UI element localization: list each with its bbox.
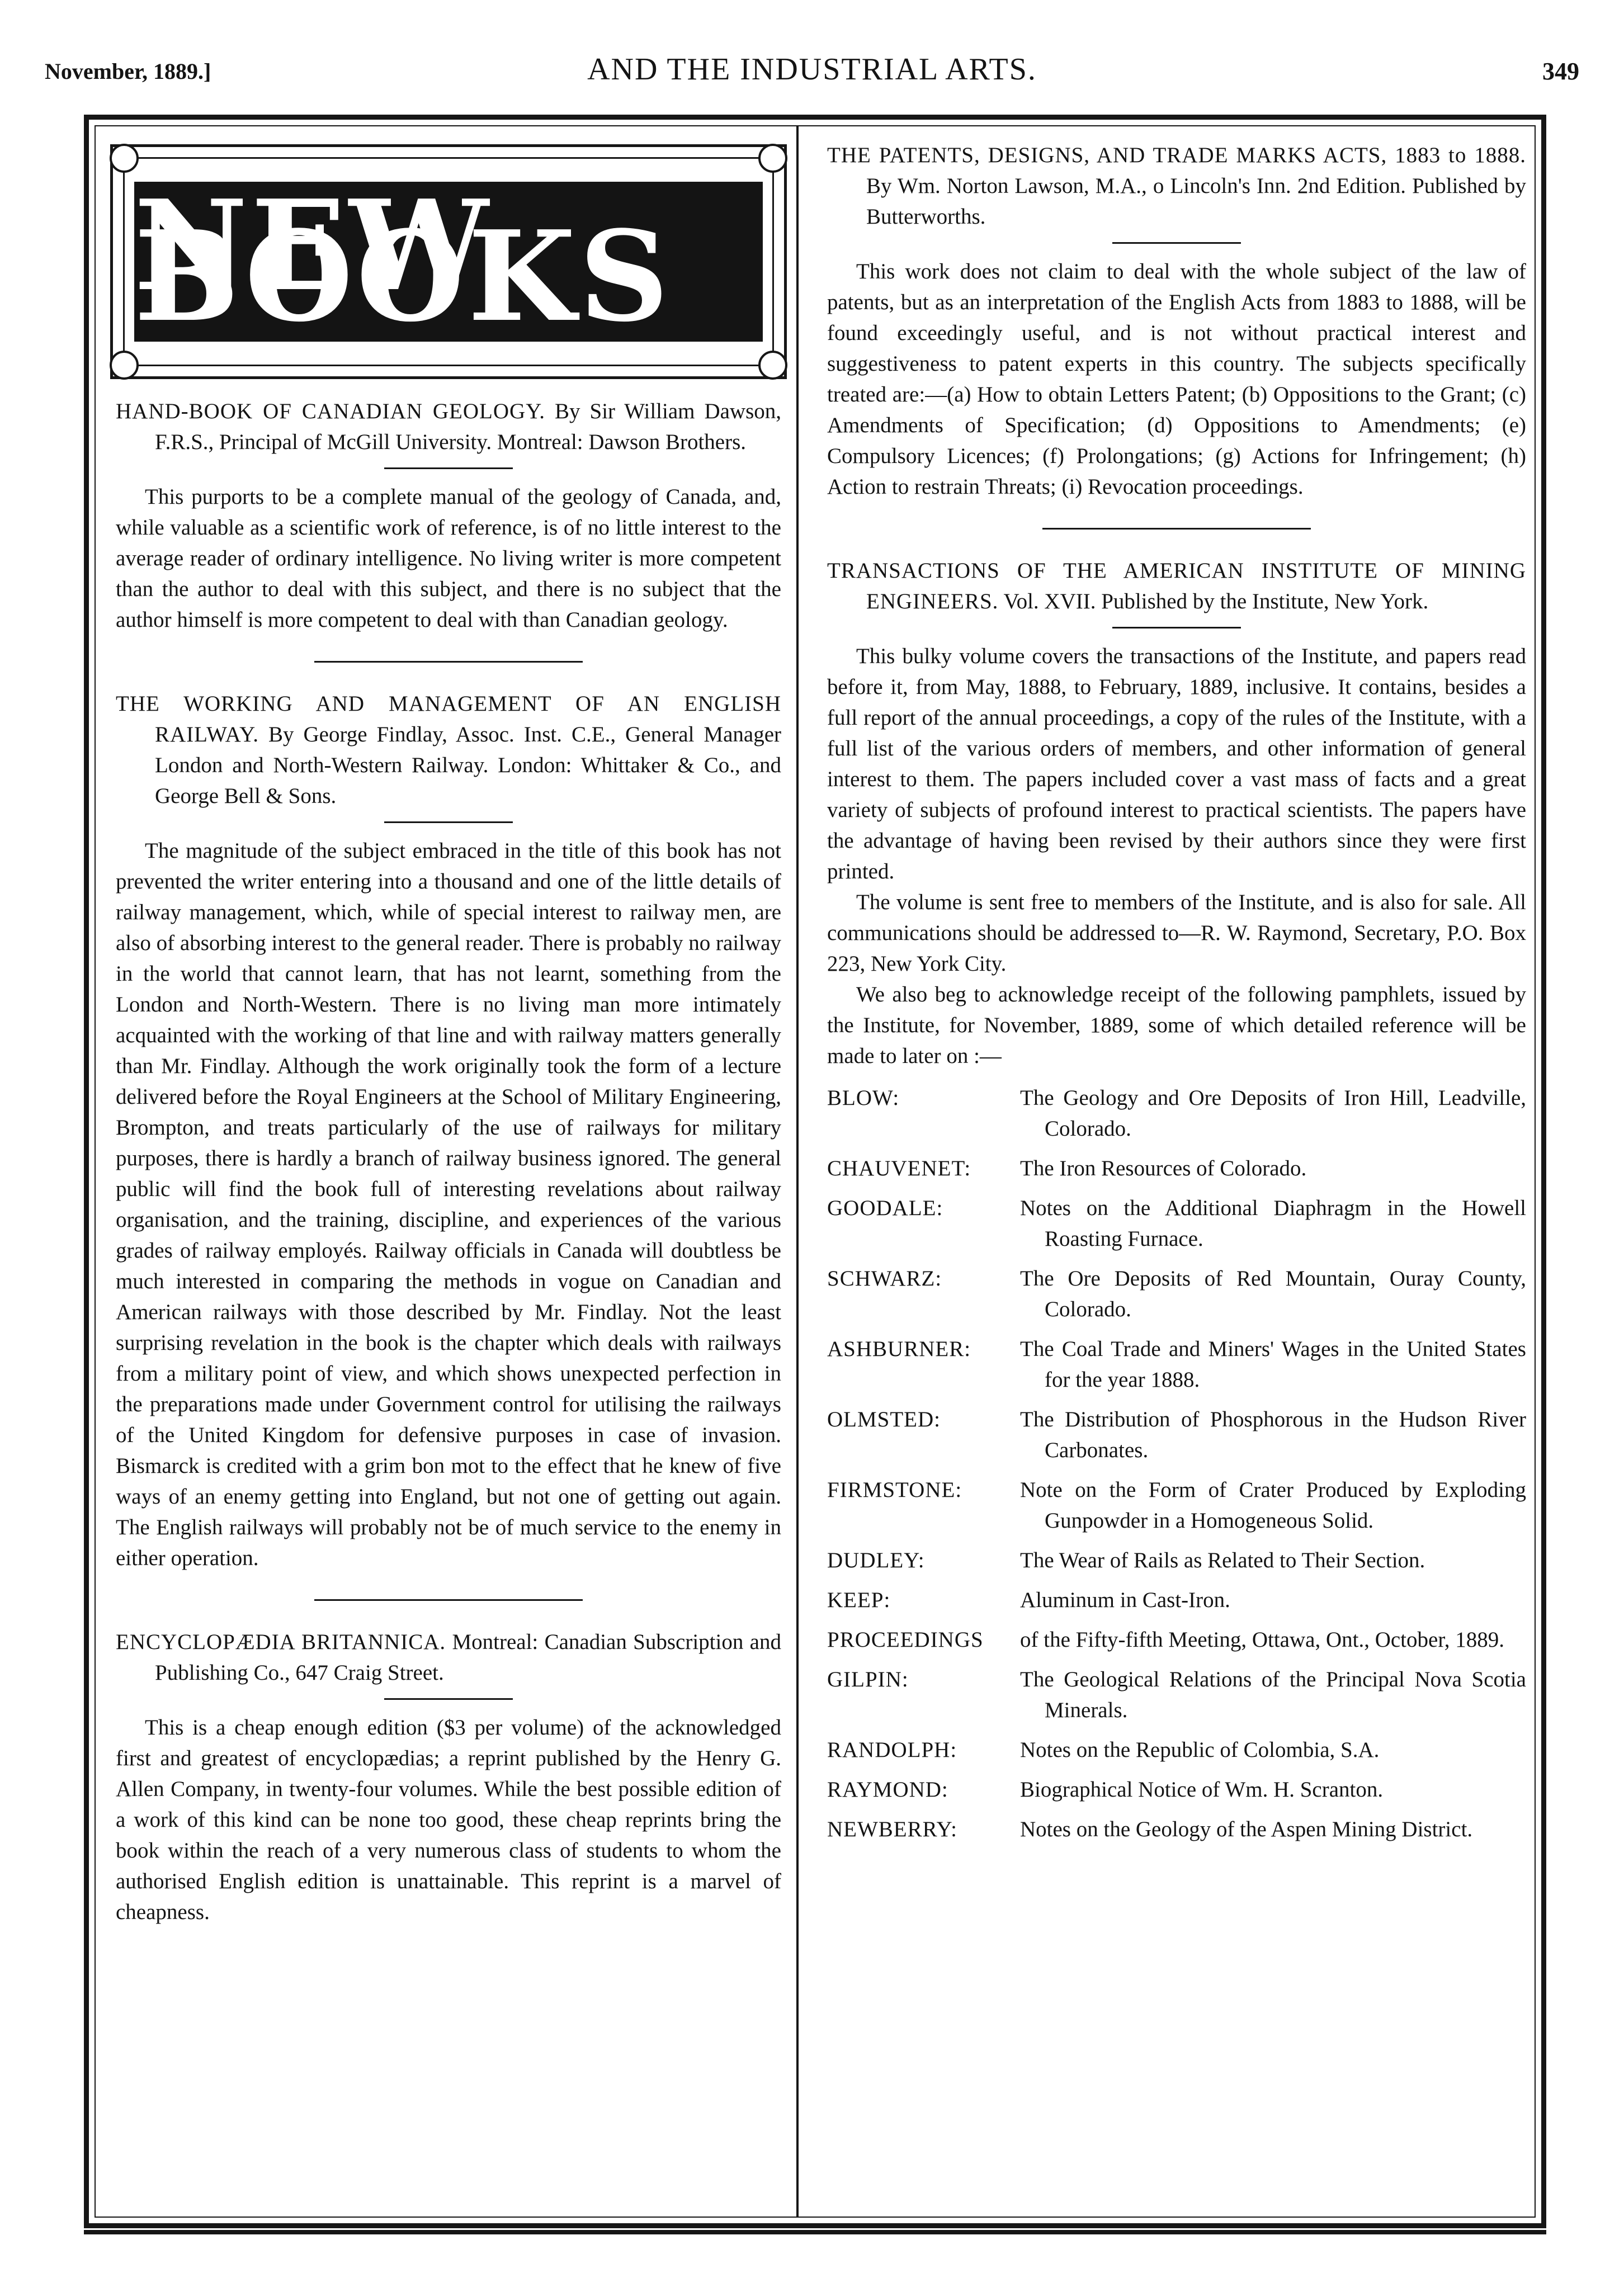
- review-entry: [116, 688, 781, 1573]
- corner-ornament-icon: [110, 351, 139, 380]
- pamphlet-item: [827, 1774, 1526, 1805]
- book-title: THE WORKING AND MANAGEMENT OF AN ENGLISH RAILWAY.: [116, 692, 781, 746]
- pamphlet-title: Notes on the Republic of Colombia, S.A.: [1020, 1738, 1380, 1762]
- pamphlet-item: [827, 1624, 1526, 1655]
- entry-heading: [116, 688, 781, 811]
- review-paragraph: We also beg to acknowledge receipt of the following pamphlets, issued by the Institute, for November, 1889, some of which detailed reference will be made to later on :—: [827, 982, 1526, 1068]
- pamphlet-author: DUDLEY:: [827, 1548, 925, 1572]
- book-title: THE PATENTS, DESIGNS, AND TRADE MARKS ACTS, 1883 to 1888.: [827, 143, 1526, 167]
- book-title: HAND-BOOK OF CANADIAN GEOLOGY.: [116, 399, 546, 423]
- short-rule: [384, 821, 513, 823]
- book-byline: Montreal: Canadian Subscription and Publishing Co., 647 Craig Street.: [155, 1630, 781, 1685]
- logo-panel: [134, 173, 763, 349]
- pamphlet-title: The Wear of Rails as Related to Their Section.: [1020, 1548, 1425, 1572]
- new-books-logo: [110, 144, 787, 379]
- pamphlet-author: SCHWARZ:: [827, 1266, 942, 1291]
- pamphlet-title: of the Fifty-fifth Meeting, Ottawa, Ont., October, 1889.: [1020, 1628, 1504, 1652]
- review-paragraph: This purports to be a complete manual of the geology of Canada, and, while valuable as a scientific work of reference, is of no little interest to the average reader of ordinary intelligence. No living writer is more competent than the author to deal with this subject, and there is no subject that the author himself is more competent to deal with than Canadian geology.: [116, 485, 781, 632]
- review-paragraph: The magnitude of the subject embraced in the title of this book has not prevented the writer entering into a thousand and one of the little details of railway management, which, while of special interest to railway men, are also of absorbing interest to the general reader. There is probably no railway in the world that cannot learn, that has not learnt, something from the London and North-Western. There is no living man more intimately acquainted with the working of that line and with railway matters generally than Mr. Findlay. Although the work originally took the form of a lecture delivered before the Royal Engineers at the School of Military Engineering, Brompton, and treats particularly of the use of railways for military purposes, there is hardly a branch of railway business ignored. The general public will find the book full of interesting revelations about railway organisation, and the training, discipline, and experiences of the various grades of railway employés. Railway officials in Canada will doubtless be much interested in comparing the methods in vogue on Canadian and American railways with those described by Mr. Findlay. Not the least surprising revelation in the book is the chapter which deals with railways from a military point of view, and which shows unexpected perfection in the preparations made under Government control for utilising the railways of the United Kingdom for defensive purposes in case of invasion. Bismarck is credited with a grim bon mot to the effect that he knew of five ways of an enemy getting into England, but not one of getting out again. The English railways will probably not be of much service to the enemy in either operation.: [116, 839, 781, 1570]
- pamphlet-title: Notes on the Additional Diaphragm in the Howell Roasting Furnace.: [1020, 1196, 1526, 1251]
- review-paragraph: This is a cheap enough edition ($3 per volume) of the acknowledged first and greatest of encyclopædias; a reprint published by the Henry G. Allen Company, in twenty-four volumes. While the best possible edition of a work of this kind can be none too good, these cheap reprints bring the book within the reach of a very numerous class of students to whom the authorised English edition is unattainable. This reprint is a marvel of cheapness.: [116, 1716, 781, 1924]
- pamphlet-item: [827, 1193, 1526, 1254]
- pamphlet-item: [827, 1475, 1526, 1536]
- entry-heading: [827, 555, 1526, 617]
- corner-ornament-icon: [758, 351, 787, 380]
- book-byline: By George Findlay, Assoc. Inst. C.E., General Manager London and North-Western Railway. London: Whittaker & Co., and George Bell & Sons.: [155, 722, 782, 808]
- pamphlet-author: KEEP:: [827, 1588, 891, 1612]
- pamphlet-title: The Coal Trade and Miners' Wages in the United States for the year 1888.: [1020, 1337, 1526, 1392]
- short-rule: [1112, 242, 1241, 244]
- column-divider: [796, 126, 799, 2217]
- short-rule: [384, 1698, 513, 1700]
- pamphlet-title: Aluminum in Cast-Iron.: [1020, 1588, 1230, 1612]
- page-number: 349: [1542, 58, 1579, 85]
- pamphlet-author: BLOW:: [827, 1086, 900, 1110]
- review-paragraph: This bulky volume covers the transactions of the Institute, and papers read before it, from May, 1888, to February, 1889, inclusive. It contains, besides a full report of the annual proceedings, a copy of the rules of the Institute, with a full list of the various orders of members, and other information of general interest to them. The papers included cover a vast mass of facts and a great variety of subjects of profound interest to practical scientists. The papers have the advantage of having been revised by their authors since they were first printed.: [827, 644, 1526, 883]
- pamphlet-item: [827, 1664, 1526, 1726]
- pamphlet-list: [827, 1083, 1526, 1845]
- journal-title: AND THE INDUSTRIAL ARTS.: [587, 52, 1037, 87]
- book-byline: By Wm. Norton Lawson, M.A., o Lincoln's Inn. 2nd Edition. Published by Butterworths.: [866, 174, 1526, 229]
- book-byline: Vol. XVII. Published by the Institute, New York.: [1003, 589, 1429, 613]
- pamphlet-author: CHAUVENET:: [827, 1156, 971, 1180]
- entry-heading: [116, 396, 781, 457]
- page-frame: [84, 115, 1546, 2228]
- pamphlet-item: [827, 1263, 1526, 1325]
- book-title: TRANSACTIONS OF THE AMERICAN INSTITUTE OF MINING ENGINEERS.: [827, 559, 1526, 613]
- corner-ornament-icon: [110, 144, 139, 173]
- review-entry: [827, 555, 1526, 1071]
- pamphlet-author: GILPIN:: [827, 1667, 909, 1691]
- pamphlet-item: [827, 1404, 1526, 1466]
- pamphlet-item: [827, 1735, 1526, 1765]
- pamphlet-item: [827, 1334, 1526, 1395]
- corner-ornament-icon: [758, 144, 787, 173]
- pamphlet-author: RANDOLPH:: [827, 1738, 957, 1762]
- section-separator: [314, 661, 583, 663]
- pamphlet-title: The Geology and Ore Deposits of Iron Hill, Leadville, Colorado.: [1020, 1086, 1526, 1141]
- logo-text: NEW BOOKS: [134, 173, 672, 349]
- pamphlet-title: Notes on the Geology of the Aspen Mining District.: [1020, 1817, 1473, 1841]
- entry-heading: [116, 1627, 781, 1688]
- pamphlet-title: The Ore Deposits of Red Mountain, Ouray County, Colorado.: [1020, 1266, 1526, 1321]
- review-paragraph: The volume is sent free to members of the Institute, and is also for sale. All communications should be addressed to—R. W. Raymond, Secretary, P.O. Box 223, New York City.: [827, 890, 1526, 976]
- pamphlet-author: GOODALE:: [827, 1196, 943, 1220]
- pamphlet-title: The Geological Relations of the Principal Nova Scotia Minerals.: [1020, 1667, 1526, 1722]
- pamphlet-item: [827, 1814, 1526, 1845]
- pamphlet-author: NEWBERRY:: [827, 1817, 957, 1841]
- pamphlet-author: ASHBURNER:: [827, 1337, 971, 1361]
- pamphlet-author: FIRMSTONE:: [827, 1478, 962, 1502]
- pamphlet-item: [827, 1545, 1526, 1576]
- section-separator: [1042, 528, 1311, 530]
- right-column: [827, 140, 1526, 1854]
- pamphlet-title: Biographical Notice of Wm. H. Scranton.: [1020, 1778, 1384, 1802]
- pamphlet-title: The Distribution of Phosphorous in the Hudson River Carbonates.: [1020, 1407, 1526, 1462]
- pamphlet-item: [827, 1083, 1526, 1144]
- pamphlet-item: [827, 1585, 1526, 1615]
- pamphlet-author: PROCEEDINGS: [827, 1628, 984, 1652]
- review-paragraph: This work does not claim to deal with the whole subject of the law of patents, but as an interpretation of the English Acts from 1883 to 1888, will be found exceedingly useful, and is not without practical interest and suggestiveness to patent experts in this country. The subjects specifically treated are:—(a) How to obtain Letters Patent; (b) Oppositions to the Grant; (c) Amendments of Specification; (d) Oppositions to Amendments; (e) Compulsory Licences; (f) Prolongations; (g) Actions for Infringement; (h) Action to restrain Threats; (i) Revocation proceedings.: [827, 259, 1526, 499]
- pamphlet-title: The Iron Resources of Colorado.: [1020, 1156, 1307, 1180]
- short-rule: [384, 467, 513, 469]
- short-rule: [1112, 627, 1241, 628]
- issue-date: November, 1889.]: [45, 59, 211, 84]
- pamphlet-author: OLMSTED:: [827, 1407, 941, 1431]
- review-entry: [116, 396, 781, 635]
- pamphlet-author: RAYMOND:: [827, 1778, 948, 1802]
- running-header: [0, 51, 1624, 96]
- left-column: [116, 140, 781, 1927]
- review-entry: [827, 140, 1526, 502]
- pamphlet-item: [827, 1153, 1526, 1184]
- section-separator: [314, 1599, 583, 1601]
- pamphlet-title: Note on the Form of Crater Produced by Exploding Gunpowder in a Homogeneous Solid.: [1020, 1478, 1526, 1533]
- frame-bottom-rule: [84, 2230, 1546, 2234]
- book-title: ENCYCLOPÆDIA BRITANNICA.: [116, 1630, 446, 1654]
- review-entry: [116, 1627, 781, 1927]
- entry-heading: [827, 140, 1526, 232]
- book-byline: By Sir William Dawson, F.R.S., Principal of McGill University. Montreal: Dawson Brothers.: [155, 399, 782, 454]
